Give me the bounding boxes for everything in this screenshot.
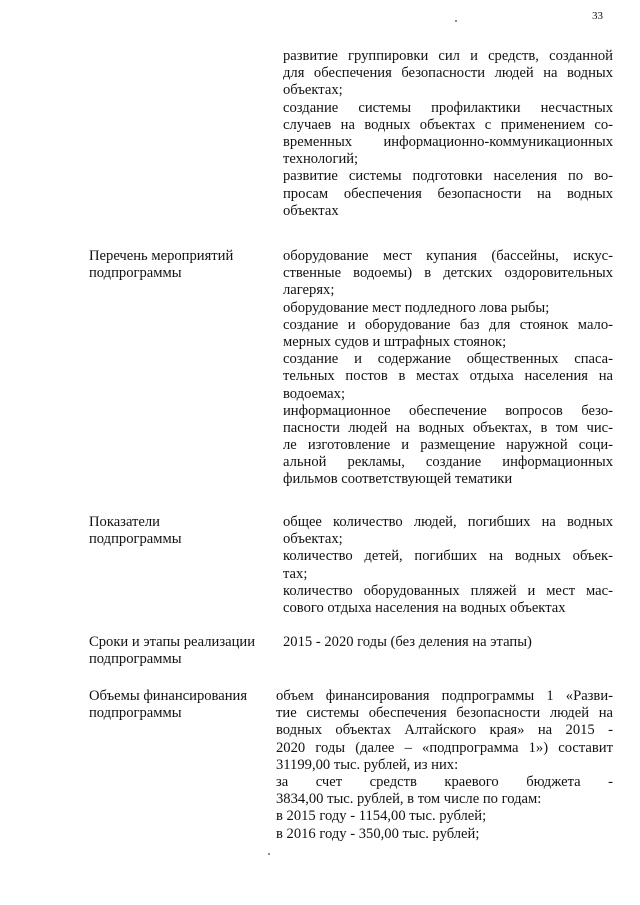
text-line: в 2016 году - 350,00 тыс. рублей; [276, 825, 480, 842]
text-line: сового отдыха населения на водных объектах [283, 599, 566, 616]
text-line: объектах; [283, 82, 343, 99]
text-line: тах; [283, 565, 308, 582]
text-line: фильмов соответствующей тематики [283, 471, 513, 488]
text-line: оборудование мест купания (бассейны, искус- [283, 248, 613, 264]
label-line: Объемы финансирования [89, 688, 248, 704]
text-line: водных объектах Алтайского края» на 2015 - [276, 722, 613, 739]
label-line: подпрограммы [89, 705, 182, 722]
text-line: водоемах; [283, 385, 346, 402]
text-line: альной рекламы, создание информационных [283, 454, 613, 471]
section-label-indicators [89, 514, 279, 548]
text-line: оборудование мест подледного лова рыбы; [283, 299, 550, 316]
text-line: тельных постов в местах отдыха населения на [283, 368, 613, 385]
text-line: 2015 - 2020 годы (без деления на этапы) [283, 634, 532, 650]
text-line: тие системы обеспечения безопасности людей на [276, 705, 613, 722]
text-line: создание системы профилактики несчастных [283, 99, 613, 116]
text-line: ственные водоемы) в детских оздоровительных [283, 265, 613, 282]
text-line: создание и оборудование баз для стоянок мало- [283, 316, 613, 333]
section-label-funding [89, 688, 279, 722]
label-line: Показатели [89, 514, 160, 530]
text-line: случаев на водных объектах с применением со- [283, 116, 613, 133]
section-label-timeline [89, 634, 279, 668]
text-line: развитие группировки сил и средств, созданной [283, 48, 613, 64]
text-line: информационное обеспечение вопросов безо- [283, 402, 613, 419]
text-line: количество детей, погибших на водных объек- [283, 548, 613, 565]
section-label-measures [89, 248, 279, 282]
text-line: создание и содержание общественных спаса- [283, 351, 613, 368]
label-line: подпрограммы [89, 651, 182, 668]
text-line: технологий; [283, 151, 359, 168]
text-line: пасности людей на водных объектах, в том чис- [283, 419, 613, 436]
label-line: Перечень мероприятий [89, 248, 234, 264]
text-line: общее количество людей, погибших на водных [283, 514, 613, 530]
page-number: 33 [592, 10, 603, 22]
text-line: 2020 годы (далее – «подпрограмма 1») составит [276, 739, 613, 756]
continuation-lines [283, 48, 613, 220]
text-line: в 2015 году - 1154,00 тыс. рублей; [276, 808, 487, 825]
text-line: объектах [283, 202, 339, 219]
text-line: просам обеспечения безопасности на водных [283, 185, 613, 202]
text-line: для обеспечения безопасности людей на водных [283, 65, 613, 82]
label-line: подпрограммы [89, 265, 182, 282]
scan-speck [455, 20, 457, 22]
text-line: объем финансирования подпрограммы 1 «Разви- [276, 688, 613, 704]
text-line: развитие системы подготовки населения по во- [283, 168, 613, 185]
label-line: Сроки и этапы реализации [89, 634, 256, 650]
text-line: объектах; [283, 531, 343, 548]
text-line: 31199,00 тыс. рублей, из них: [276, 756, 459, 773]
text-line: за счет средств краевого бюджета - [276, 773, 613, 790]
text-line: мерных судов и штрафных стоянок; [283, 333, 507, 350]
text-line: ле изготовление и размещение наружной соци- [283, 437, 613, 454]
text-line: количество оборудованных пляжей и мест мас- [283, 582, 613, 599]
text-line: временных информационно-коммуникационных [283, 133, 613, 150]
text-line: лагерях; [283, 282, 335, 299]
scan-speck [268, 853, 270, 855]
text-line: 3834,00 тыс. рублей, в том числе по годам: [276, 791, 542, 808]
label-line: подпрограммы [89, 531, 182, 548]
